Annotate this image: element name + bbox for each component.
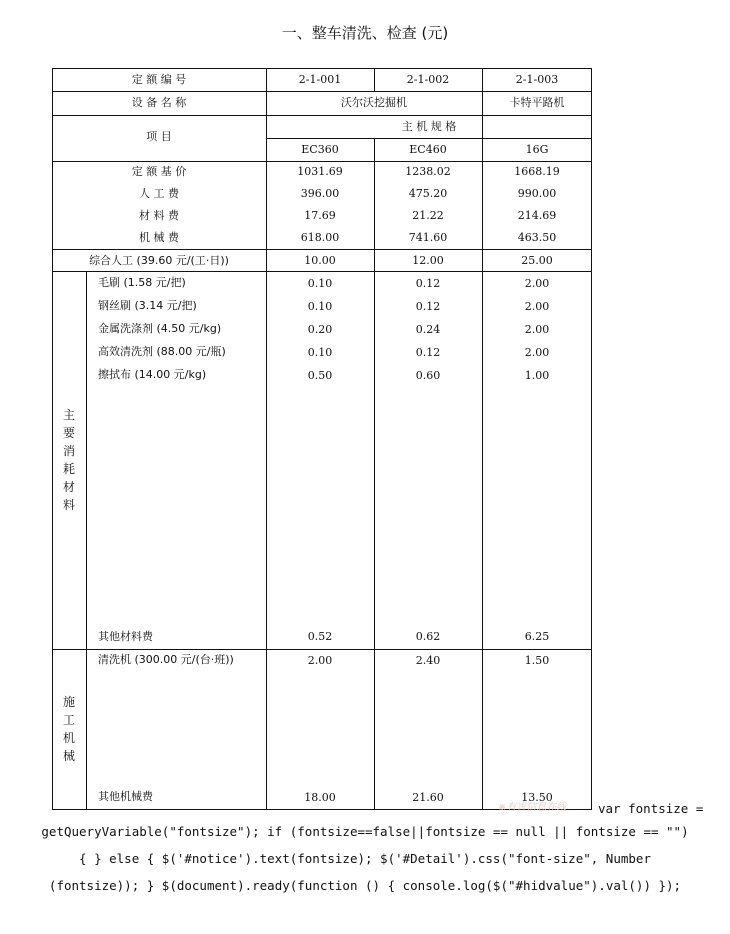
quota-code: 2-1-002 xyxy=(406,73,450,86)
model: EC360 xyxy=(301,143,339,156)
code-line: (fontsize)); } $(document).ready(function () { console.log($("#hidvalue").val()) }); xyxy=(48,878,682,893)
material-label: 钢丝刷 (3.14 元/把) xyxy=(98,299,197,312)
labor-value: 12.00 xyxy=(412,254,444,267)
table-border-right xyxy=(591,68,592,810)
equipment-name: 沃尔沃挖掘机 xyxy=(341,96,407,109)
col-divider xyxy=(266,68,267,810)
group-char: 械 xyxy=(62,749,75,763)
material-label: 高效清洗剂 (88.00 元/瓶) xyxy=(98,345,226,358)
group-char: 材 xyxy=(62,480,75,494)
other-machinery-value: 13.50 xyxy=(521,791,553,804)
group-char: 主 xyxy=(62,408,75,422)
other-machinery-label: 其他机械费 xyxy=(98,790,153,803)
quota-code: 2-1-003 xyxy=(515,73,559,86)
cost-label: 定 额 基 价 xyxy=(131,165,187,178)
spec-label: 主 机 规 格 xyxy=(401,120,457,133)
group-char: 消 xyxy=(62,444,75,458)
cost-value: 1031.69 xyxy=(297,165,343,178)
other-materials-value: 6.25 xyxy=(524,630,550,643)
row-divider xyxy=(52,115,592,116)
material-value: 2.00 xyxy=(524,277,550,290)
quota-no-label: 定 额 编 号 xyxy=(131,73,187,86)
machinery-value: 2.00 xyxy=(307,654,333,667)
watermark: ※有害信息在线 xyxy=(498,802,567,813)
cost-value: 463.50 xyxy=(517,231,557,244)
group-char: 要 xyxy=(62,426,75,440)
model: EC460 xyxy=(409,143,447,156)
page-title: 一、整车清洗、检查 (元) xyxy=(281,24,449,42)
cost-label: 人 工 费 xyxy=(139,187,179,200)
cost-value: 214.69 xyxy=(517,209,557,222)
cost-value: 396.00 xyxy=(300,187,340,200)
material-value: 0.12 xyxy=(415,277,441,290)
group-char: 料 xyxy=(62,498,75,512)
material-value: 0.10 xyxy=(307,300,333,313)
machinery-label: 清洗机 (300.00 元/(台·班)) xyxy=(98,653,234,666)
material-value: 0.12 xyxy=(415,300,441,313)
machinery-value: 2.40 xyxy=(415,654,441,667)
other-materials-value: 0.62 xyxy=(415,630,441,643)
machinery-value: 1.50 xyxy=(524,654,550,667)
material-value: 2.00 xyxy=(524,346,550,359)
quota-code: 2-1-001 xyxy=(298,73,342,86)
material-value: 2.00 xyxy=(524,323,550,336)
code-line: { } else { $('#notice').text(fontsize); $('#Detail').css("font-size", Number xyxy=(79,851,651,866)
cost-label: 机 械 费 xyxy=(139,231,179,244)
table-border-top xyxy=(52,68,592,69)
group-char: 机 xyxy=(62,731,75,745)
equipment-label: 设 备 名 称 xyxy=(131,96,187,109)
cost-value: 17.69 xyxy=(304,209,336,222)
row-divider xyxy=(52,91,592,92)
labor-value: 25.00 xyxy=(521,254,553,267)
other-machinery-value: 18.00 xyxy=(304,791,336,804)
cost-value: 741.60 xyxy=(408,231,448,244)
material-value: 0.20 xyxy=(307,323,333,336)
group-char: 工 xyxy=(62,713,75,727)
row-divider xyxy=(266,138,592,139)
cost-value: 475.20 xyxy=(408,187,448,200)
col-divider xyxy=(86,271,87,810)
cost-value: 21.22 xyxy=(412,209,444,222)
quota-table xyxy=(52,68,592,810)
model: 16G xyxy=(525,143,549,156)
row-divider xyxy=(52,249,592,250)
cost-value: 618.00 xyxy=(300,231,340,244)
material-value: 0.24 xyxy=(415,323,441,336)
group-char: 施 xyxy=(62,695,75,709)
material-value: 0.60 xyxy=(415,369,441,382)
cost-value: 1668.19 xyxy=(514,165,560,178)
machinery-group-label xyxy=(61,693,77,765)
materials-group-label xyxy=(61,406,77,514)
cost-value: 990.00 xyxy=(517,187,557,200)
other-materials-value: 0.52 xyxy=(307,630,333,643)
material-value: 2.00 xyxy=(524,300,550,313)
row-divider xyxy=(52,649,592,650)
code-line: var fontsize = xyxy=(598,801,704,816)
table-border-left xyxy=(52,68,53,810)
labor-label: 综合人工 (39.60 元/(工·日)) xyxy=(89,254,229,267)
material-value: 0.12 xyxy=(415,346,441,359)
material-value: 0.10 xyxy=(307,277,333,290)
item-label: 项 目 xyxy=(146,130,172,143)
labor-value: 10.00 xyxy=(304,254,336,267)
material-label: 毛刷 (1.58 元/把) xyxy=(98,276,186,289)
cost-value: 1238.02 xyxy=(405,165,451,178)
material-label: 金属洗涤剂 (4.50 元/kg) xyxy=(98,322,222,335)
other-materials-label: 其他材料费 xyxy=(98,630,153,643)
col-divider xyxy=(482,68,483,810)
equipment-name: 卡特平路机 xyxy=(509,96,565,109)
code-line: getQueryVariable("fontsize"); if (fontsize==false||fontsize == null || fontsize == "") xyxy=(41,824,689,839)
material-value: 0.10 xyxy=(307,346,333,359)
other-machinery-value: 21.60 xyxy=(412,791,444,804)
row-divider xyxy=(52,271,592,272)
group-char: 耗 xyxy=(62,462,75,476)
material-value: 1.00 xyxy=(524,369,550,382)
row-divider xyxy=(52,161,592,162)
cost-label: 材 料 费 xyxy=(139,209,179,222)
material-label: 擦拭布 (14.00 元/kg) xyxy=(98,368,207,381)
material-value: 0.50 xyxy=(307,369,333,382)
